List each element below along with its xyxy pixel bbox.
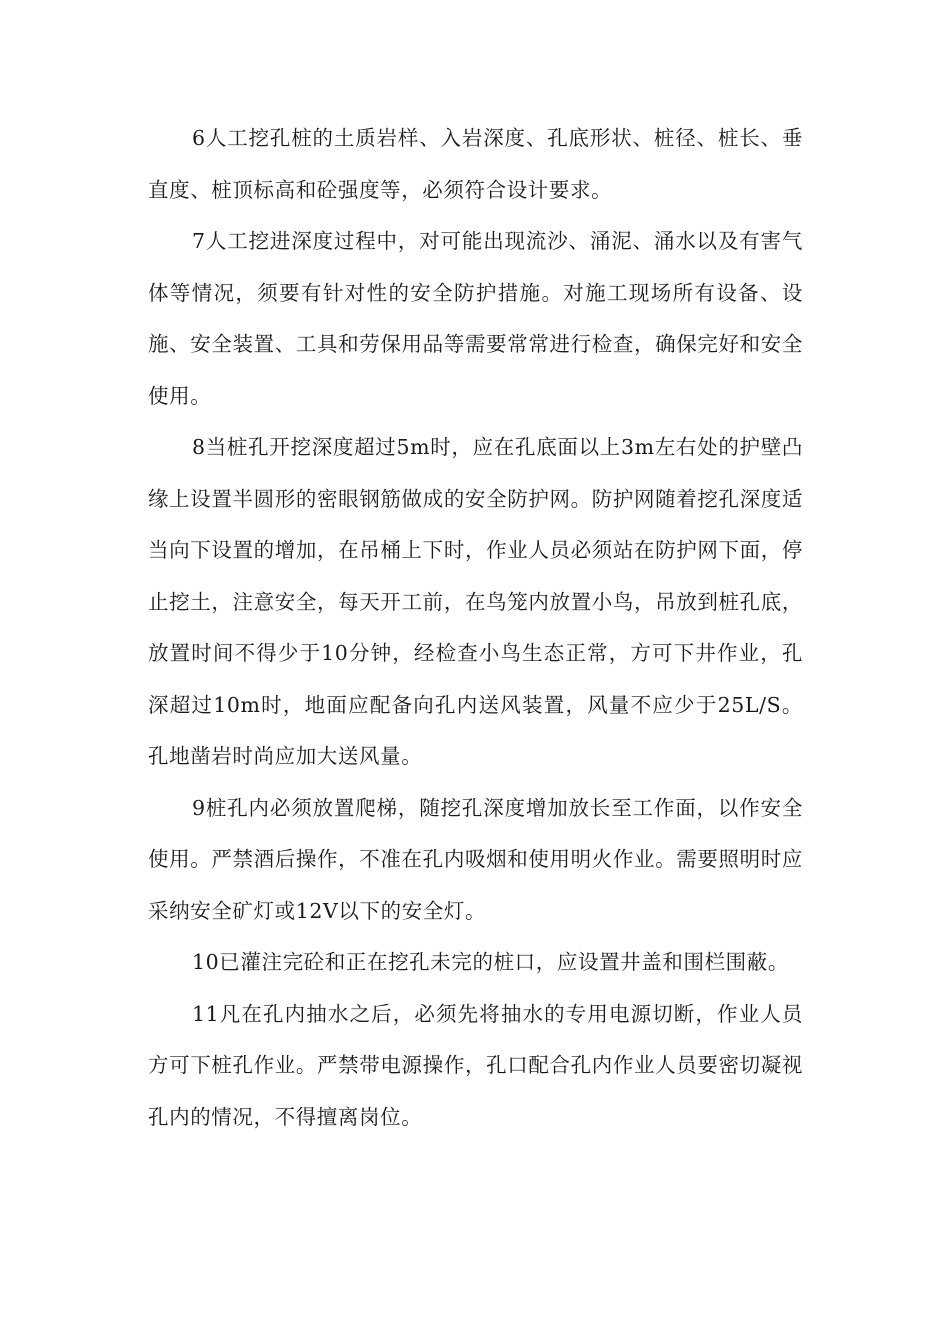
paragraph-item-9: 9桩孔内必须放置爬梯，随挖孔深度增加放长至工作面，以作安全使用。严禁酒后操作，不准在孔内吸烟和使用明火作业。需要照明时应采纳安全矿灯或12V以下的安全灯。 (148, 795, 803, 923)
paragraph-item-8: 8当桩孔开挖深度超过5m时，应在孔底面以上3m左右处的护壁凸缘上设置半圆形的密眼钢筋做成的安全防护网。防护网随着挖孔深度适当向下设置的增加，在吊桶上下时，作业人员必须站在防护网下面，停止挖土，注意安全，每天开工前，在鸟笼内放置小鸟，吊放到桩孔底，放置时间不得少于10分钟，经检查小鸟生态正常，方可下井作业，孔深超过10m时，地面应配备向孔内送风装置，风量不应少于25L/S。孔地凿岩时尚应加大送风量。 (148, 435, 803, 768)
paragraph-item-7: 7人工挖进深度过程中，对可能出现流沙、涌泥、涌水以及有害气体等情况，须要有针对性的安全防护措施。对施工现场所有设备、设施、安全装置、工具和劳保用品等需要常常进行检查，确保完好和安全使用。 (148, 229, 803, 408)
paragraph-item-6: 6人工挖孔桩的土质岩样、入岩深度、孔底形状、桩径、桩长、垂直度、桩顶标高和砼强度等，必须符合设计要求。 (148, 126, 803, 202)
document-body (148, 113, 803, 1143)
paragraph-item-10: 10已灌注完砼和正在挖孔未完的桩口，应设置井盖和围栏围蔽。 (192, 950, 789, 974)
paragraph-item-11: 11凡在孔内抽水之后，必须先将抽水的专用电源切断，作业人员方可下桩孔作业。严禁带电源操作，孔口配合孔内作业人员要密切凝视孔内的情况，不得擅离岗位。 (148, 1001, 803, 1129)
